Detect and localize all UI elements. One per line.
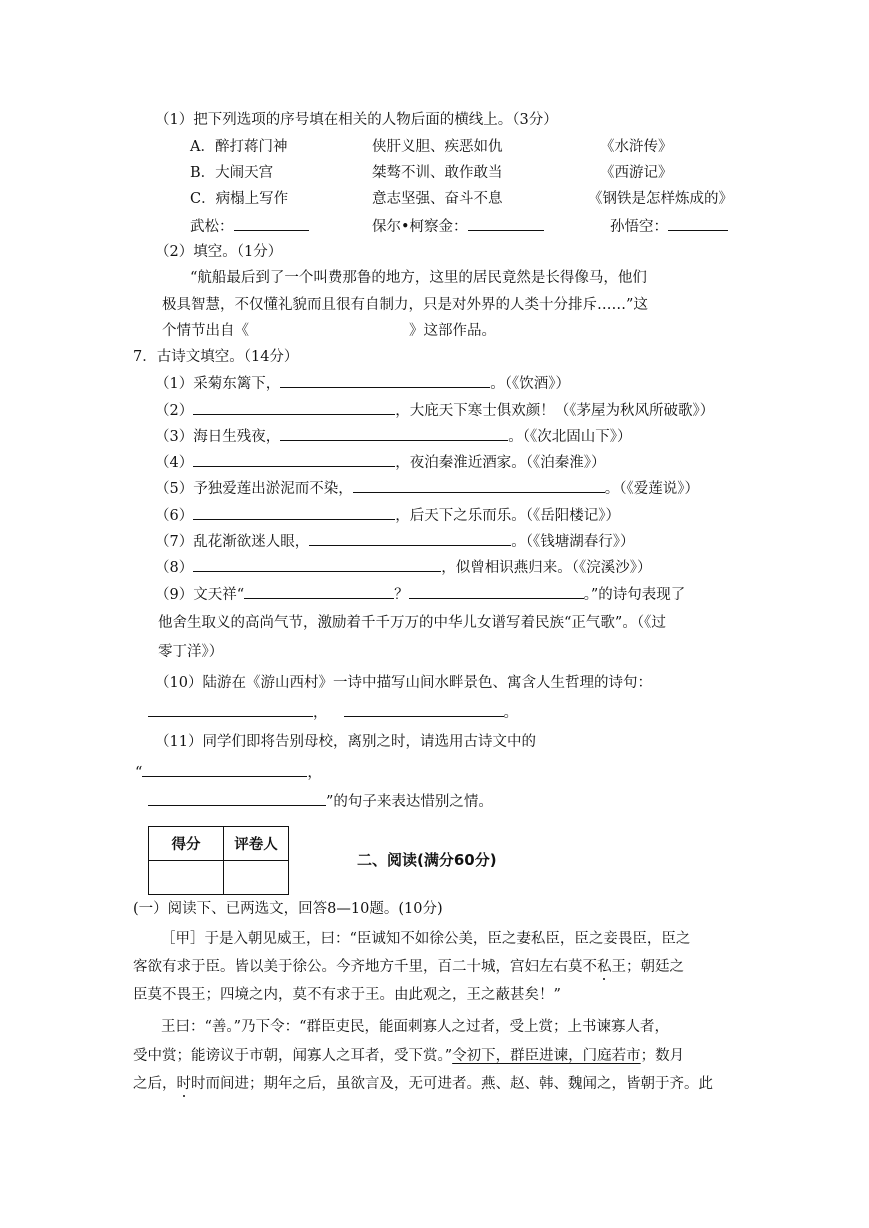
grader-cell[interactable] [224, 861, 289, 895]
poem-2-text: ，大庇天下寒士俱欢颜！（《茅屋为秋风所破歌》） [395, 403, 715, 419]
trait-c: 意志坚强、奋斗不息 [372, 191, 503, 207]
poem-8-text: ，似曾相识燕归来。（《浣溪沙》） [441, 560, 652, 576]
poem-5-source: 。（《爱莲说》） [604, 481, 699, 497]
answer-blank[interactable] [142, 762, 307, 777]
option-b: B．大闹天宫 [190, 165, 274, 181]
poem-9-line-3: 零丁洋》） [158, 644, 224, 660]
king-3a: 之后， [133, 1076, 177, 1092]
passage-king-line-2 [133, 1046, 684, 1066]
poem-11-open: “ [135, 765, 143, 781]
book-c: 《钢铁是怎样炼成的》 [588, 191, 733, 207]
answer-blank[interactable] [309, 531, 511, 546]
poem-line-5 [155, 478, 699, 499]
poem-line-7 [155, 531, 634, 552]
answer-blank[interactable] [353, 478, 605, 493]
poem-6-num: （6） [155, 508, 194, 524]
poem-5-text: （5）予独爱莲出淤泥而不染， [155, 481, 353, 497]
poem-10-comma: ， [313, 705, 328, 721]
poem-line-8 [155, 557, 651, 578]
answer-blank[interactable] [234, 216, 309, 231]
passage-jia-line-1: ［甲］于是入朝见威王，曰：“臣诚知不如徐公美，臣之妻私臣，臣之妾畏臣，臣之 [161, 931, 691, 947]
section-two-heading: 二、阅读(满分60分) [357, 851, 497, 869]
passage-king-line-1: 王曰：“善。”乃下令：“群臣吏民，能面刺寡人之过者，受上赏；上书谏寡人者， [161, 1019, 669, 1035]
poem-line-1 [155, 373, 570, 394]
poem-1-text: （1）采菊东篱下， [155, 376, 281, 392]
answer-blank[interactable] [668, 216, 728, 231]
answer-blank[interactable] [280, 373, 490, 388]
name-sunwukong [610, 216, 728, 237]
answer-blank[interactable] [344, 702, 504, 717]
king-3b: 时而间进；期年之后，虽欲言及，无可进者。燕、赵、韩、魏闻之，皆朝于齐。此 [191, 1076, 713, 1092]
name-pavel-label: 保尔•柯察金： [372, 219, 468, 235]
poem-11-comma: ， [307, 765, 322, 781]
dotted-char: 时 [176, 1076, 191, 1092]
poem-line-10: （10）陆游在《游山西村》一诗中描写山间水畔景色、寓含人生哲理的诗句： [155, 675, 652, 691]
passage-king-line-3 [133, 1074, 713, 1094]
trait-a: 侠肝义胆、疾恶如仇 [372, 139, 503, 155]
poem-line-2 [155, 400, 714, 421]
poem-8-num: （8） [155, 560, 194, 576]
king-2a: 受中赏；能谤议于市朝，闻寡人之耳者，受下赏。” [133, 1048, 453, 1064]
answer-blank[interactable] [148, 791, 326, 806]
score-cell[interactable] [149, 861, 224, 895]
passage-line-3 [162, 321, 496, 341]
poem-10-end: 。 [503, 705, 518, 721]
q6-part2-prompt: （2）填空。（1分） [155, 244, 283, 260]
answer-blank[interactable] [280, 426, 508, 441]
answer-blank[interactable] [148, 702, 313, 717]
dotted-char: 私 [597, 959, 612, 975]
poem-7-text: （7）乱花渐欲迷人眼， [155, 534, 310, 550]
q7-title: 7．古诗文填空。（14分） [133, 349, 299, 365]
answer-blank[interactable] [244, 584, 394, 599]
answer-blank[interactable] [193, 400, 395, 415]
score-header: 得分 [149, 827, 224, 861]
name-sunwukong-label: 孙悟空： [610, 219, 668, 235]
answer-blank[interactable] [409, 584, 584, 599]
king-2b: ；数月 [640, 1048, 685, 1064]
answer-blank[interactable] [193, 452, 395, 467]
poem-4-text: ，夜泊秦淮近酒家。（《泊秦淮》） [395, 455, 606, 471]
jia-2b: 王；朝廷之 [611, 959, 684, 975]
answer-blank[interactable] [193, 505, 395, 520]
name-wusong-label: 武松： [190, 219, 234, 235]
trait-b: 桀骜不训、敢作敢当 [372, 165, 503, 181]
passage-jia-line-2 [133, 957, 684, 977]
jia-2a: 客欲有求于臣。皆以美于徐公。今齐地方千里，百二十城，宫妇左右莫不 [133, 959, 597, 975]
book-a: 《水浒传》 [600, 139, 673, 155]
option-a: A．醉打蒋门神 [190, 139, 288, 155]
passage-jia-line-3: 臣莫不畏王；四境之内，莫不有求于王。由此观之，王之蔽甚矣！” [133, 987, 561, 1003]
book-b: 《西游记》 [600, 165, 673, 181]
underlined-sentence: 令初下，群臣进谏，门庭若市 [452, 1048, 641, 1064]
name-wusong [190, 216, 309, 237]
poem-4-num: （4） [155, 455, 194, 471]
poem-line-9 [155, 584, 685, 605]
answer-blank[interactable] [468, 216, 544, 231]
poem-1-source: 。（《饮酒》） [490, 376, 570, 392]
passage-line-1: “航船最后到了一个叫费那鲁的地方，这里的居民竟然是长得像马，他们 [190, 270, 647, 286]
q6-part1-prompt: （1）把下列选项的序号填在相关的人物后面的横线上。（3分） [155, 112, 558, 128]
poem-11-line-2 [135, 762, 322, 783]
answer-blank[interactable] [193, 557, 441, 572]
score-table [148, 826, 289, 895]
poem-line-11: （11）同学们即将告别母校，离别之时，请选用古诗文中的 [155, 734, 536, 750]
poem-10-blanks [148, 702, 518, 723]
poem-9-text: （9）文天祥“ [155, 587, 245, 603]
passage-line-2: 极具智慧，不仅懂礼貌而且很有自制力，只是对外界的人类十分排斥……”这 [162, 297, 648, 313]
poem-3-source: 。（《次北固山下》） [508, 429, 632, 445]
poem-11-tail: ”的句子来表达惜别之情。 [326, 794, 493, 810]
poem-7-source: 。（《钱塘湖春行》） [511, 534, 635, 550]
poem-9-tail: 。”的诗句表现了 [583, 587, 686, 603]
passage-3b: 》这部作品。 [409, 323, 496, 339]
option-c: C．病榻上写作 [190, 191, 289, 207]
reading-intro: (一）阅读下、已两选文，回答8—10题。(10分) [133, 901, 443, 917]
grader-header: 评卷人 [224, 827, 289, 861]
poem-line-4 [155, 452, 605, 473]
poem-9-line-2: 他舍生取义的高尚气节，激励着千千万万的中华儿女谱写着民族“正气歌”。（《过 [158, 615, 666, 631]
name-pavel [372, 216, 544, 237]
poem-line-6 [155, 505, 620, 526]
poem-line-3 [155, 426, 631, 447]
poem-3-text: （3）海日生残夜， [155, 429, 281, 445]
poem-9-mark: ？ [394, 587, 409, 603]
poem-2-num: （2） [155, 403, 194, 419]
poem-11-line-3 [148, 791, 493, 812]
poem-6-text: ，后天下之乐而乐。（《岳阳楼记》） [395, 508, 620, 524]
passage-3a: 个情节出自《 [162, 323, 249, 339]
